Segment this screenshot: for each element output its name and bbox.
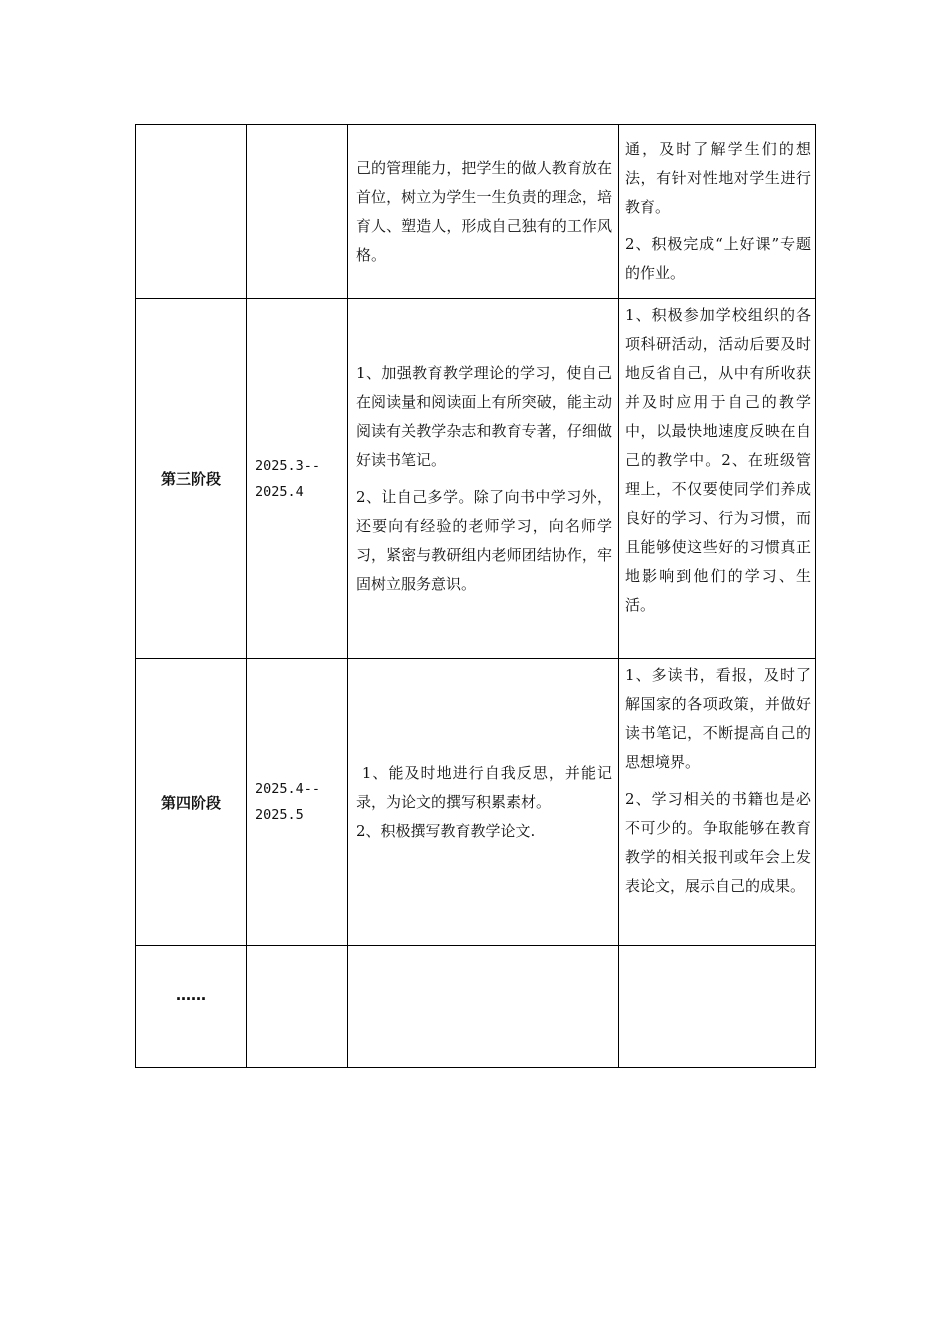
content-cell xyxy=(348,946,619,1068)
content-paragraph: 己的管理能力，把学生的做人教育放在首位，树立为学生一生负责的理念，培育人、塑造人，形成自己独有的工作风格。 xyxy=(356,158,612,264)
content-paragraph: 1、加强教育教学理论的学习，使自己在阅读量和阅读面上有所突破，能主动阅读有关教学杂志和教育专著，仔细做好读书笔记。 xyxy=(356,363,612,469)
stage-cell xyxy=(136,125,247,299)
stage-label: 第三阶段 xyxy=(160,470,221,488)
table-row xyxy=(136,946,816,1068)
measures-paragraph: 2、积极完成“上好课”专题的作业。 xyxy=(625,235,811,282)
measures-cell xyxy=(619,125,816,299)
content-cell xyxy=(348,125,619,299)
plan-table xyxy=(135,124,816,1068)
date-end: 2025.5 xyxy=(255,807,304,823)
measures-cell xyxy=(619,659,816,946)
dates-cell xyxy=(247,946,348,1068)
dates-cell xyxy=(247,299,348,659)
measures-cell xyxy=(619,299,816,659)
measures-paragraph: 1、积极参加学校组织的各项科研活动，活动后要及时地反省自己，从中有所收获并及时应用于自己的教学中，以最快地速度反映在自己的教学中。2、在班级管理上，不仅要使同学们养成良好的学习、行为习惯，而且能够使这些好的习惯真正地影响到他们的学习、生活。 xyxy=(625,306,811,614)
stage-label: 第四阶段 xyxy=(160,793,221,812)
stage-label: …… xyxy=(176,986,206,1004)
dates-cell xyxy=(247,659,348,946)
table-row xyxy=(136,299,816,659)
stage-cell xyxy=(136,659,247,946)
content-paragraph: 2、积极撰写教育教学论文. xyxy=(356,821,536,840)
content-paragraph: 1、能及时地进行自我反思，并能记录，为论文的撰写积累素材。 xyxy=(356,763,612,811)
content-paragraph: 2、让自己多学。除了向书中学习外，还要向有经验的老师学习，向名师学习，紧密与教研组内老师团结协作，牢固树立服务意识。 xyxy=(356,487,612,593)
dates-cell xyxy=(247,125,348,299)
date-start: 2025.3-- xyxy=(255,457,321,474)
stage-cell xyxy=(136,946,247,1068)
table-row xyxy=(136,125,816,299)
measures-paragraph: 1、多读书，看报，及时了解国家的各项政策，并做好读书笔记，不断提高自己的思想境界。 xyxy=(625,666,811,771)
table-row xyxy=(136,659,816,946)
measures-paragraph: 通，及时了解学生们的想法，有针对性地对学生进行教育。 xyxy=(625,140,811,216)
content-cell xyxy=(348,659,619,946)
date-end: 2025.4 xyxy=(255,483,304,500)
date-start: 2025.4-- xyxy=(255,781,321,797)
content-cell xyxy=(348,299,619,659)
measures-paragraph: 2、学习相关的书籍也是必不可少的。争取能够在教育教学的相关报刊或年会上发表论文，展示自己的成果。 xyxy=(625,790,811,895)
measures-cell xyxy=(619,946,816,1068)
stage-cell xyxy=(136,299,247,659)
